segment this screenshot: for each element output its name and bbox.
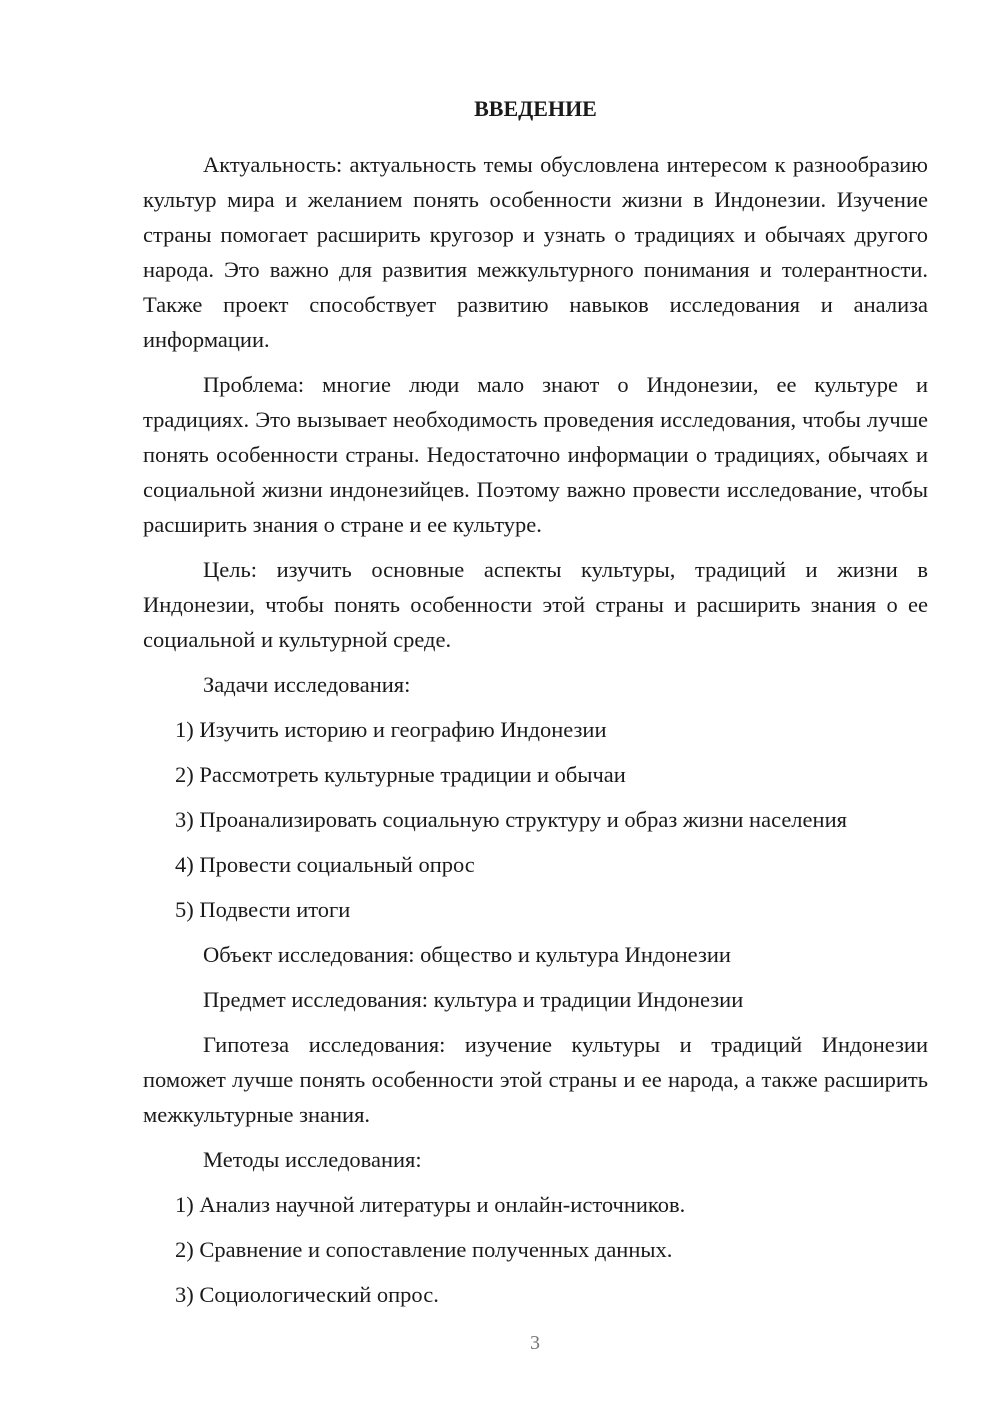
goal-paragraph: Цель: изучить основные аспекты культуры, традиций и жизни в Индонезии, чтобы понять особенности этой страны и расширить знания о ее социальной и культурной среде.	[143, 557, 928, 652]
relevance-paragraph: Актуальность: актуальность темы обусловлена интересом к разнообразию культур мира и желанием понять особенности жизни в Индонезии. Изучение страны помогает расширить кругозор и узнать о традициях и обычаях другого народа. Это важно для развития межкультурного понимания и толерантности. Также проект способствует развитию навыков исследования и анализа информации.	[143, 152, 928, 352]
list-item: 4) Провести социальный опрос	[175, 852, 475, 877]
list-item: 1) Изучить историю и географию Индонезии	[175, 717, 607, 742]
page-number: 3	[530, 1332, 540, 1354]
tasks-heading: Задачи исследования:	[203, 672, 411, 697]
document-page	[143, 92, 928, 1322]
methods-heading: Методы исследования:	[203, 1147, 422, 1172]
list-item: 2) Рассмотреть культурные традиции и обычаи	[175, 762, 626, 787]
tasks-list	[143, 712, 928, 927]
methods-list	[143, 1187, 928, 1312]
list-item: 3) Социологический опрос.	[175, 1282, 439, 1307]
list-item: 3) Проанализировать социальную структуру и образ жизни населения	[175, 807, 847, 832]
subject-line: Предмет исследования: культура и традиции Индонезии	[203, 987, 744, 1012]
page-title: ВВЕДЕНИЕ	[474, 96, 597, 121]
object-line: Объект исследования: общество и культура Индонезии	[203, 942, 731, 967]
list-item: 2) Сравнение и сопоставление полученных данных.	[175, 1237, 673, 1262]
list-item: 5) Подвести итоги	[175, 897, 351, 922]
problem-paragraph: Проблема: многие люди мало знают о Индонезии, ее культуре и традициях. Это вызывает необходимость проведения исследования, чтобы лучше понять особенности страны. Недостаточно информации о традициях, обычаях и социальной жизни индонезийцев. Поэтому важно провести исследование, чтобы расширить знания о стране и ее культуре.	[143, 372, 928, 537]
hypothesis-paragraph: Гипотеза исследования: изучение культуры и традиций Индонезии поможет лучше понять особенности этой страны и ее народа, а также расширить межкультурные знания.	[143, 1032, 928, 1127]
list-item: 1) Анализ научной литературы и онлайн-источников.	[175, 1192, 686, 1217]
